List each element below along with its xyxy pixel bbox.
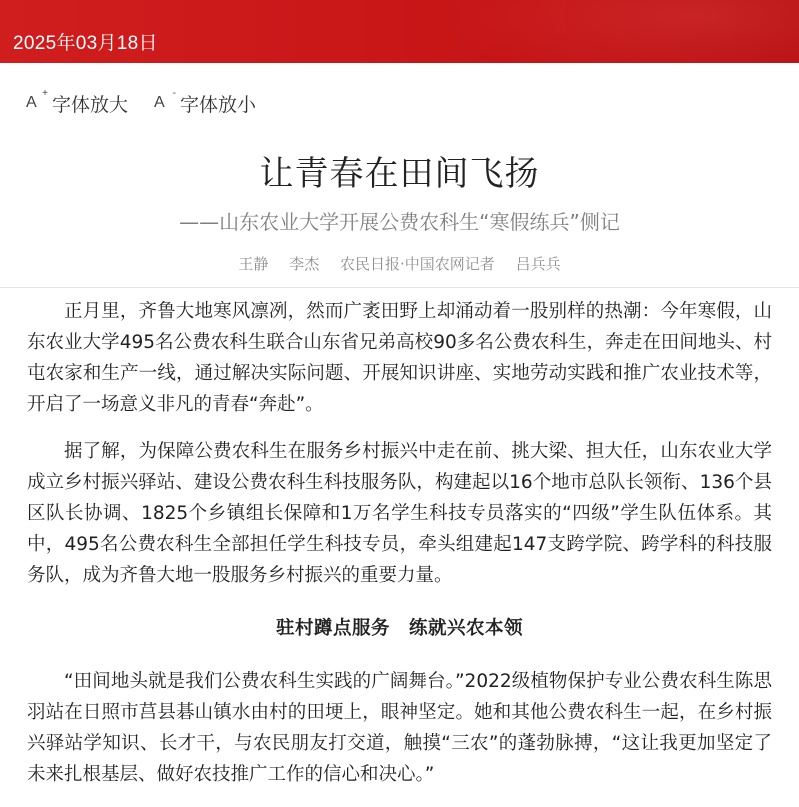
article-title: 让青春在田间飞扬 xyxy=(259,154,540,194)
banner-decoration xyxy=(399,0,799,63)
author-name: 李杰 xyxy=(289,255,320,273)
font-increase-label: 字体放大 xyxy=(52,93,129,116)
article-paragraph: 正月里，齐鲁大地寒风凛冽，然而广袤田野上却涌动着一股别样的热潮：今年寒假，山东农业大学495名公费农科生联合山东省兄弟高校90多名公费农科生，奔走在田间地头、村屯农家和生产一线，通过解决实际问题、开展知识讲座、实地劳动实践和推广农业技术等，开启了一场意义非凡的青春“奔赴”。 xyxy=(27,301,772,415)
article-subtitle: ——山东农业大学开展公费农科生“寒假练兵”侧记 xyxy=(179,210,620,234)
font-decrease-icon: A - xyxy=(154,88,177,111)
article-body xyxy=(27,296,772,806)
article-paragraph: “田间地头就是我们公费农科生实践的广阔舞台。”2022级植物保护专业公费农科生陈思羽站在日照市莒县碁山镇水由村的田埂上，眼神坚定。她和其他公费农科生一起，在乡村振兴驿站学知识、长才干，与农民朋友打交道，触摸“三农”的蓬勃脉搏，“这让我更加坚定了未来扎根基层、做好农技推广工作的信心和决心。” xyxy=(27,671,772,785)
article-byline xyxy=(0,253,799,274)
article-paragraph: 据了解，为保障公费农科生在服务乡村振兴中走在前、挑大梁、担大任，山东农业大学成立乡村振兴驿站、建设公费农科生科技服务队，构建起以16个地市总队长领衔、136个县区队长协调、1825个乡镇组长保障和1万名学生科技专员落实的“四级”学生队伍体系。其中，495名公费农科生全部担任学生科技专员，牵头组建起147支跨学院、跨学科的科技服务队，成为齐鲁大地一股服务乡村振兴的重要力量。 xyxy=(27,441,772,586)
header-divider xyxy=(0,287,799,288)
author-name: 王静 xyxy=(238,255,269,273)
font-increase-icon: A + xyxy=(26,88,48,111)
author-name: 吕兵兵 xyxy=(515,255,561,273)
font-decrease-button[interactable] xyxy=(154,90,256,117)
font-increase-button[interactable] xyxy=(26,90,128,117)
header-banner xyxy=(0,0,799,63)
section-heading: 驻村蹲点服务 练就兴农本领 xyxy=(275,618,523,639)
publish-date: 2025年03月18日 xyxy=(13,33,158,54)
font-decrease-label: 字体放小 xyxy=(180,93,257,116)
font-size-toolbar xyxy=(26,88,256,118)
author-affiliation: 农民日报·中国农网记者 xyxy=(340,255,495,273)
